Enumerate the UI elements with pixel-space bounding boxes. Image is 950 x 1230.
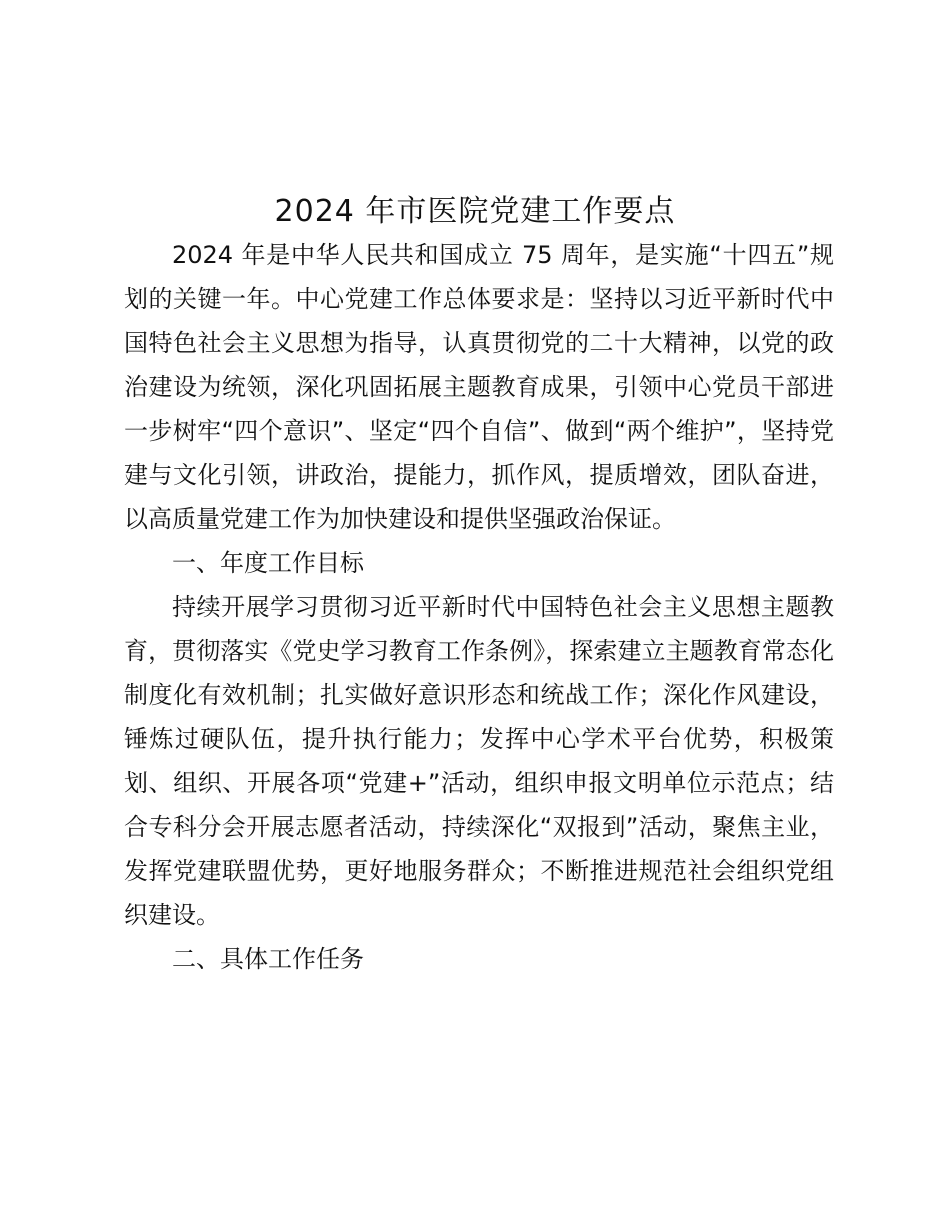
intro-paragraph: 2024 年是中华人民共和国成立 75 周年，是实施“十四五”规划的关键一年。中心党建工作总体要求是：坚持以习近平新时代中国特色社会主义思想为指导，认真贯彻党的二十大精神，以党的政治建设为统领，深化巩固拓展主题教育成果，引领中心党员干部进一步树牢“四个意识”、坚定“四个自信”、做到“两个维护”，坚持党建与文化引领，讲政治，提能力，抓作风，提质增效，团队奋进，以高质量党建工作为加快建设和提供坚强政治保证。 — [124, 241, 834, 533]
section-heading-specific-tasks: 二、具体工作任务 — [172, 945, 364, 973]
document-title: 2024 年市医院党建工作要点 — [274, 194, 676, 230]
section-heading-annual-goals: 一、年度工作目标 — [172, 549, 364, 577]
document-body — [124, 233, 834, 981]
annual-goals-paragraph: 持续开展学习贯彻习近平新时代中国特色社会主义思想主题教育，贯彻落实《党史学习教育工作条例》，探索建立主题教育常态化制度化有效机制；扎实做好意识形态和统战工作；深化作风建设，锤炼过硬队伍，提升执行能力；发挥中心学术平台优势，积极策划、组织、开展各项“党建+”活动，组织申报文明单位示范点；结合专科分会开展志愿者活动，持续深化“双报到”活动，聚焦主业，发挥党建联盟优势，更好地服务群众；不断推进规范社会组织党组织建设。 — [124, 593, 834, 929]
